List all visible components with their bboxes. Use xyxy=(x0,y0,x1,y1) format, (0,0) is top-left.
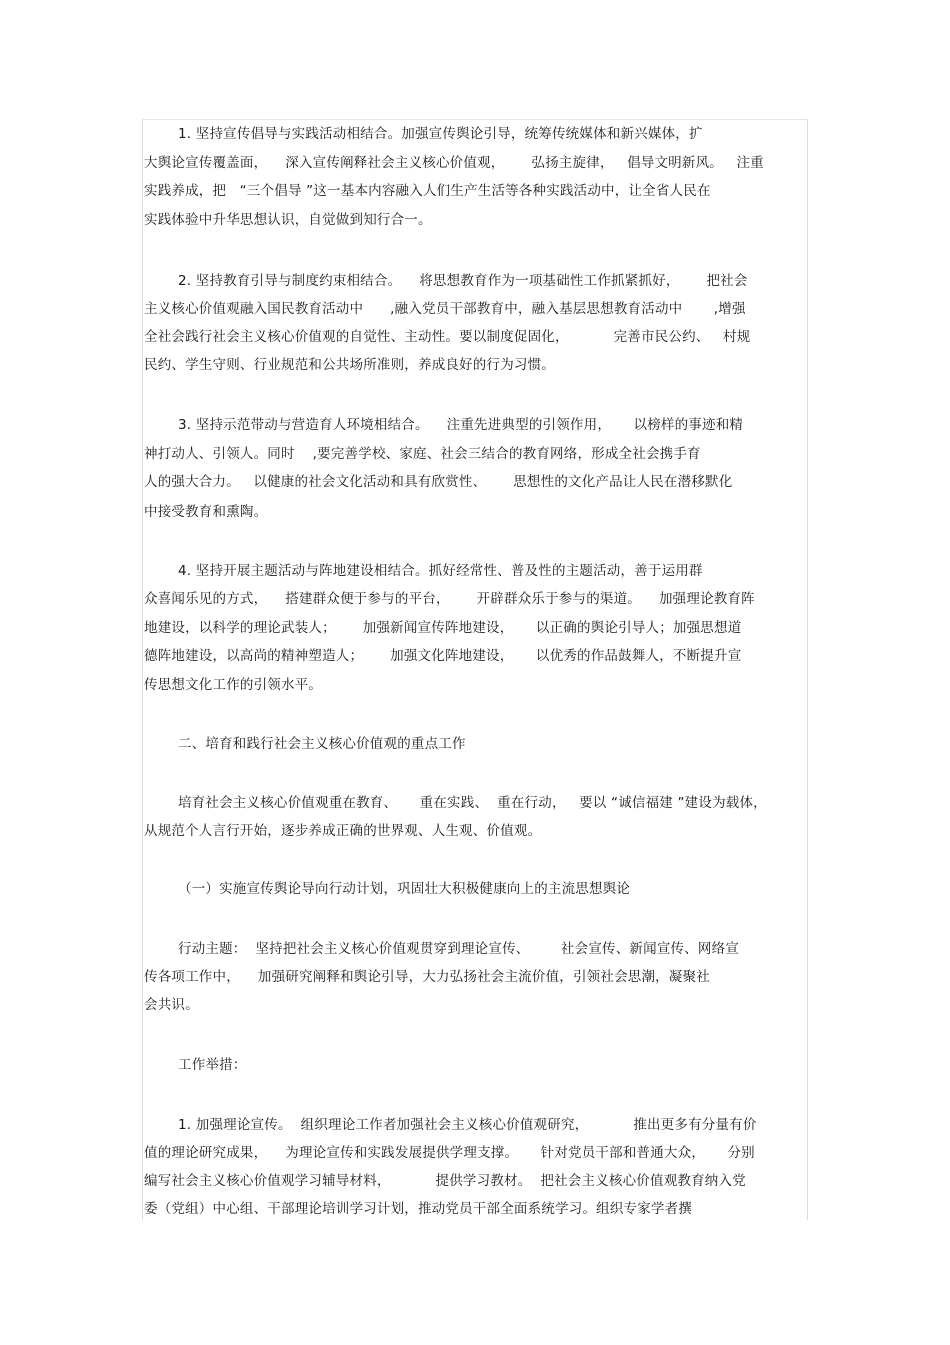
paragraph-1-line-4: 实践体验中升华思想认识，自觉做到知行合一。 xyxy=(144,212,432,228)
paragraph-3-line-2: 神打动人、引领人。同时 ,要完善学校、家庭、社会三结合的教育网络，形成全社会携手育 xyxy=(144,446,701,462)
action-theme-line-3: 会共识。 xyxy=(144,997,199,1013)
paragraph-1-line-2: 大舆论宣传覆盖面， 深入宣传阐释社会主义核心价值观， 弘扬主旋律， 倡导文明新风。 注重 xyxy=(144,155,764,171)
measure-1-line-4: 委（党组）中心组、干部理论培训学习计划，推动党员干部全面系统学习。组织专家学者撰 xyxy=(144,1201,692,1217)
section-heading: 二、培育和践行社会主义核心价值观的重点工作 xyxy=(178,736,466,752)
measure-1-line-2: 值的理论研究成果， 为理论宣传和实践发展提供学理支撑。 针对党员干部和普通大众， 分别 xyxy=(144,1145,755,1161)
paragraph-4-line-1: 4. 坚持开展主题活动与阵地建设相结合。抓好经常性、普及性的主题活动，善于运用群 xyxy=(178,563,703,579)
paragraph-2-line-2: 主义核心价值观融入国民教育活动中 ,融入党员干部教育中，融入基层思想教育活动中 ,增强 xyxy=(144,301,746,317)
paragraph-1-line-3: 实践养成，把 “三个倡导 ”这一基本内容融入人们生产生活等各种实践活动中，让全省人民在 xyxy=(144,183,711,199)
paragraph-2-line-4: 民约、学生守则、行业规范和公共场所准则，养成良好的行为习惯。 xyxy=(144,357,555,373)
subsection-heading: （一）实施宣传舆论导向行动计划，巩固壮大积极健康向上的主流思想舆论 xyxy=(178,881,631,897)
paragraph-3-line-3: 人的强大合力。 以健康的社会文化活动和具有欣赏性、 思想性的文化产品让人民在潜移默化 xyxy=(144,474,733,490)
paragraph-4-line-4: 德阵地建设，以高尚的精神塑造人； 加强文化阵地建设， 以优秀的作品鼓舞人，不断提升宣 xyxy=(144,648,742,664)
paragraph-2-line-3: 全社会践行社会主义核心价值观的自觉性、主动性。要以制度促固化， 完善市民公约、 村规 xyxy=(144,329,751,345)
paragraph-4-line-2: 众喜闻乐见的方式， 搭建群众便于参与的平台， 开辟群众乐于参与的渠道。 加强理论教育阵 xyxy=(144,591,755,607)
work-measures-label: 工作举措： xyxy=(178,1057,247,1073)
paragraph-3-line-4: 中接受教育和熏陶。 xyxy=(144,504,268,520)
measure-1-line-3: 编写社会主义核心价值观学习辅导材料， 提供学习教材。 把社会主义核心价值观教育纳入党 xyxy=(144,1173,746,1189)
measure-1-line-1: 1. 加强理论宣传。 组织理论工作者加强社会主义核心价值观研究， 推出更多有分量有价 xyxy=(178,1117,757,1133)
paragraph-1-line-1: 1. 坚持宣传倡导与实践活动相结合。加强宣传舆论引导，统筹传统媒体和新兴媒体，扩 xyxy=(178,126,703,142)
paragraph-4-line-5: 传思想文化工作的引领水平。 xyxy=(144,677,323,693)
paragraph-4-line-3: 地建设，以科学的理论武装人； 加强新闻宣传阵地建设， 以正确的舆论引导人；加强思想道 xyxy=(144,620,742,636)
intro-paragraph-line-2: 从规范个人言行开始，逐步养成正确的世界观、人生观、价值观。 xyxy=(144,823,542,839)
paragraph-2-line-1: 2. 坚持教育引导与制度约束相结合。 将思想教育作为一项基础性工作抓紧抓好， 把社会 xyxy=(178,273,748,289)
intro-paragraph-line-1: 培育社会主义核心价值观重在教育、 重在实践、 重在行动， 要以 “诚信福建 ”建设为载体， xyxy=(178,795,767,811)
action-theme-line-1: 行动主题： 坚持把社会主义核心价值观贯穿到理论宣传、 社会宣传、新闻宣传、网络宣 xyxy=(178,941,740,957)
paragraph-3-line-1: 3. 坚持示范带动与营造育人环境相结合。 注重先进典型的引领作用， 以榜样的事迹和精 xyxy=(178,417,744,433)
action-theme-line-2: 传各项工作中， 加强研究阐释和舆论引导，大力弘扬社会主流价值，引领社会思潮，凝聚社 xyxy=(144,969,710,985)
